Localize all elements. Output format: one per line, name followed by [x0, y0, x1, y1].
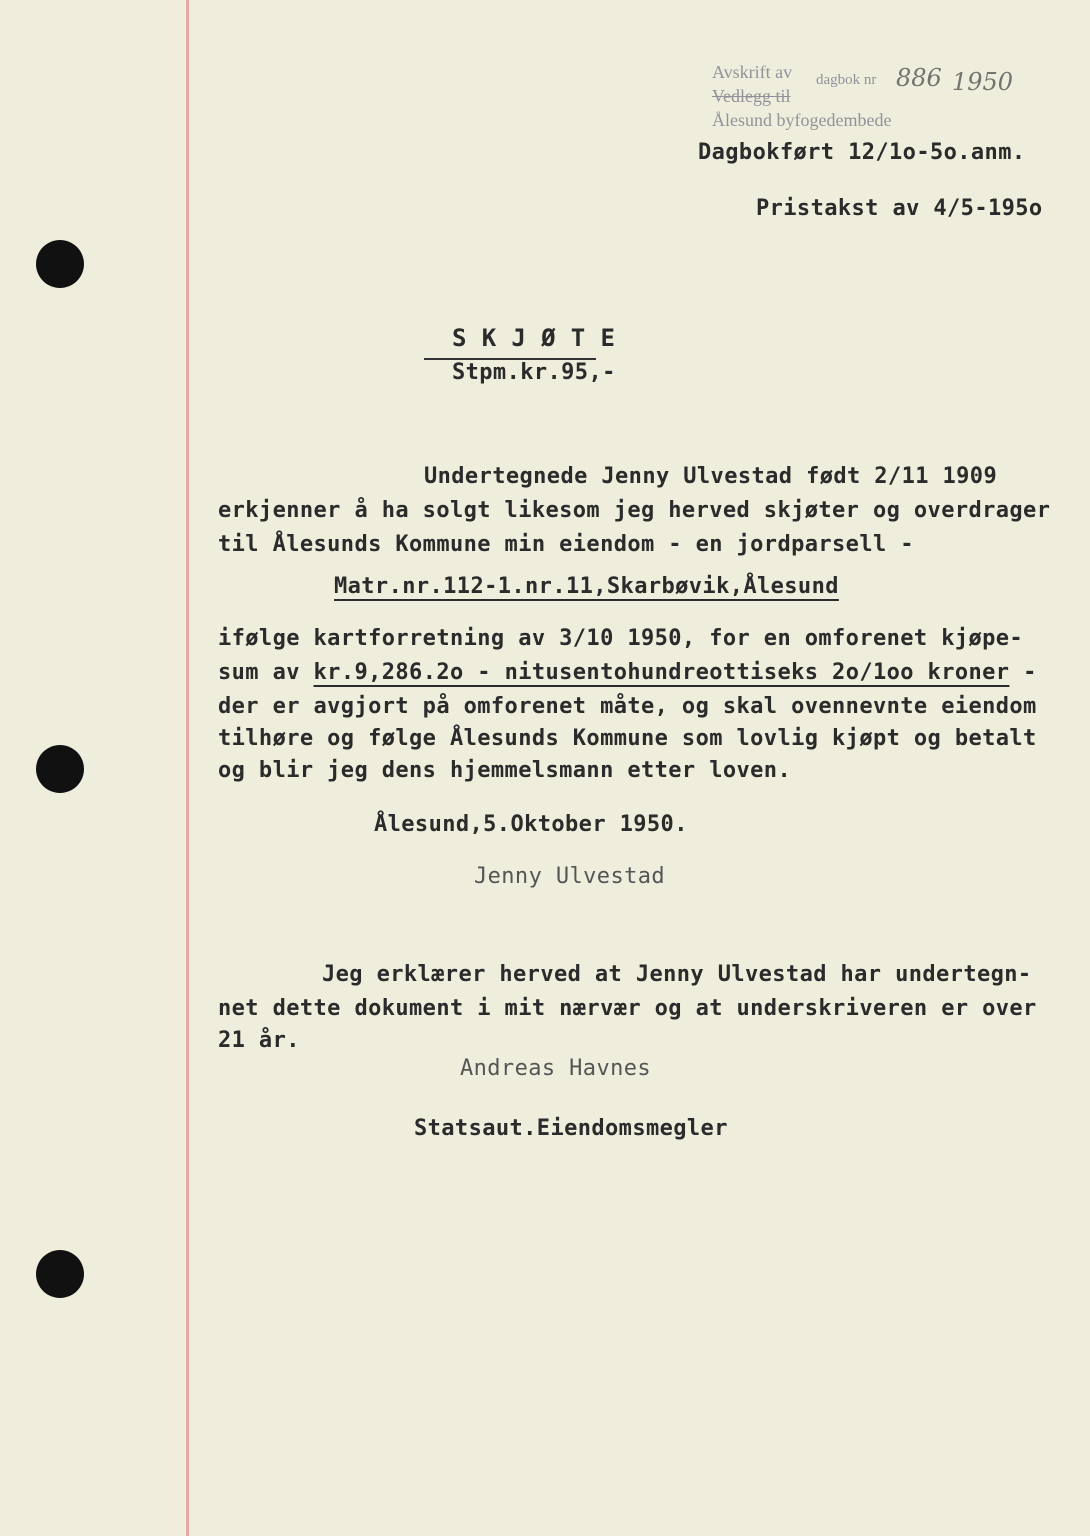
stamp-line1-b: dagbok nr [816, 72, 877, 88]
para2-line2 [218, 660, 1037, 685]
place-date: Ålesund,5.Oktober 1950. [374, 812, 688, 837]
dagbok-entry: Dagbokført 12/1o-5o.anm. [698, 140, 1026, 165]
para3-line3: 21 år. [218, 1028, 300, 1053]
witness-title: Statsaut.Eiendomsmegler [414, 1116, 728, 1141]
stamp-duty: Stpm.kr.95,- [452, 360, 616, 385]
para3-line1: Jeg erklærer herved at Jenny Ulvestad har undertegn- [322, 962, 1032, 987]
punch-hole-top [36, 240, 84, 288]
para2-line5: og blir jeg dens hjemmelsmann etter loven. [218, 758, 792, 783]
stamp-line3: Ålesund byfogedembede [712, 110, 892, 130]
property-designation: Matr.nr.112-1.nr.11,Skarbøvik,Ålesund [334, 574, 839, 599]
punch-hole-middle [36, 745, 84, 793]
para2-line3: der er avgjort på omforenet måte, og skal ovennevnte eiendom [218, 694, 1037, 719]
punch-hole-bottom [36, 1250, 84, 1298]
para2-line4: tilhøre og følge Ålesunds Kommune som lovlig kjøpt og betalt [218, 726, 1037, 751]
stamp-year: 1950 [952, 68, 1014, 96]
signature-witness: Andreas Havnes [460, 1056, 652, 1081]
price-prefix: sum av [218, 660, 314, 685]
para1-line1: Undertegnede Jenny Ulvestad født 2/11 1909 [424, 464, 998, 489]
pristakst: Pristakst av 4/5-195o [756, 196, 1043, 221]
margin-line [186, 0, 189, 1536]
stamp-line1-a: Avskrift av [712, 62, 793, 82]
stamp-line2: Vedlegg til [712, 86, 791, 106]
para1-line3: til Ålesunds Kommune min eiendom - en jordparsell - [218, 532, 914, 557]
price-amount: kr.9,286.2o - nitusentohundreottiseks 2o/1oo kroner [313, 660, 1010, 685]
price-suffix: - [1009, 660, 1037, 685]
para2-line1: ifølge kartforretning av 3/10 1950, for en omforenet kjøpe- [218, 626, 1024, 651]
stamp-number: 886 [896, 64, 942, 92]
para3-line2: net dette dokument i mit nærvær og at underskriveren er over [218, 996, 1037, 1021]
signature-seller: Jenny Ulvestad [474, 864, 666, 889]
para1-line2: erkjenner å ha solgt likesom jeg herved skjøter og overdrager [218, 498, 1051, 523]
document-title: S K J Ø T E [452, 324, 616, 352]
